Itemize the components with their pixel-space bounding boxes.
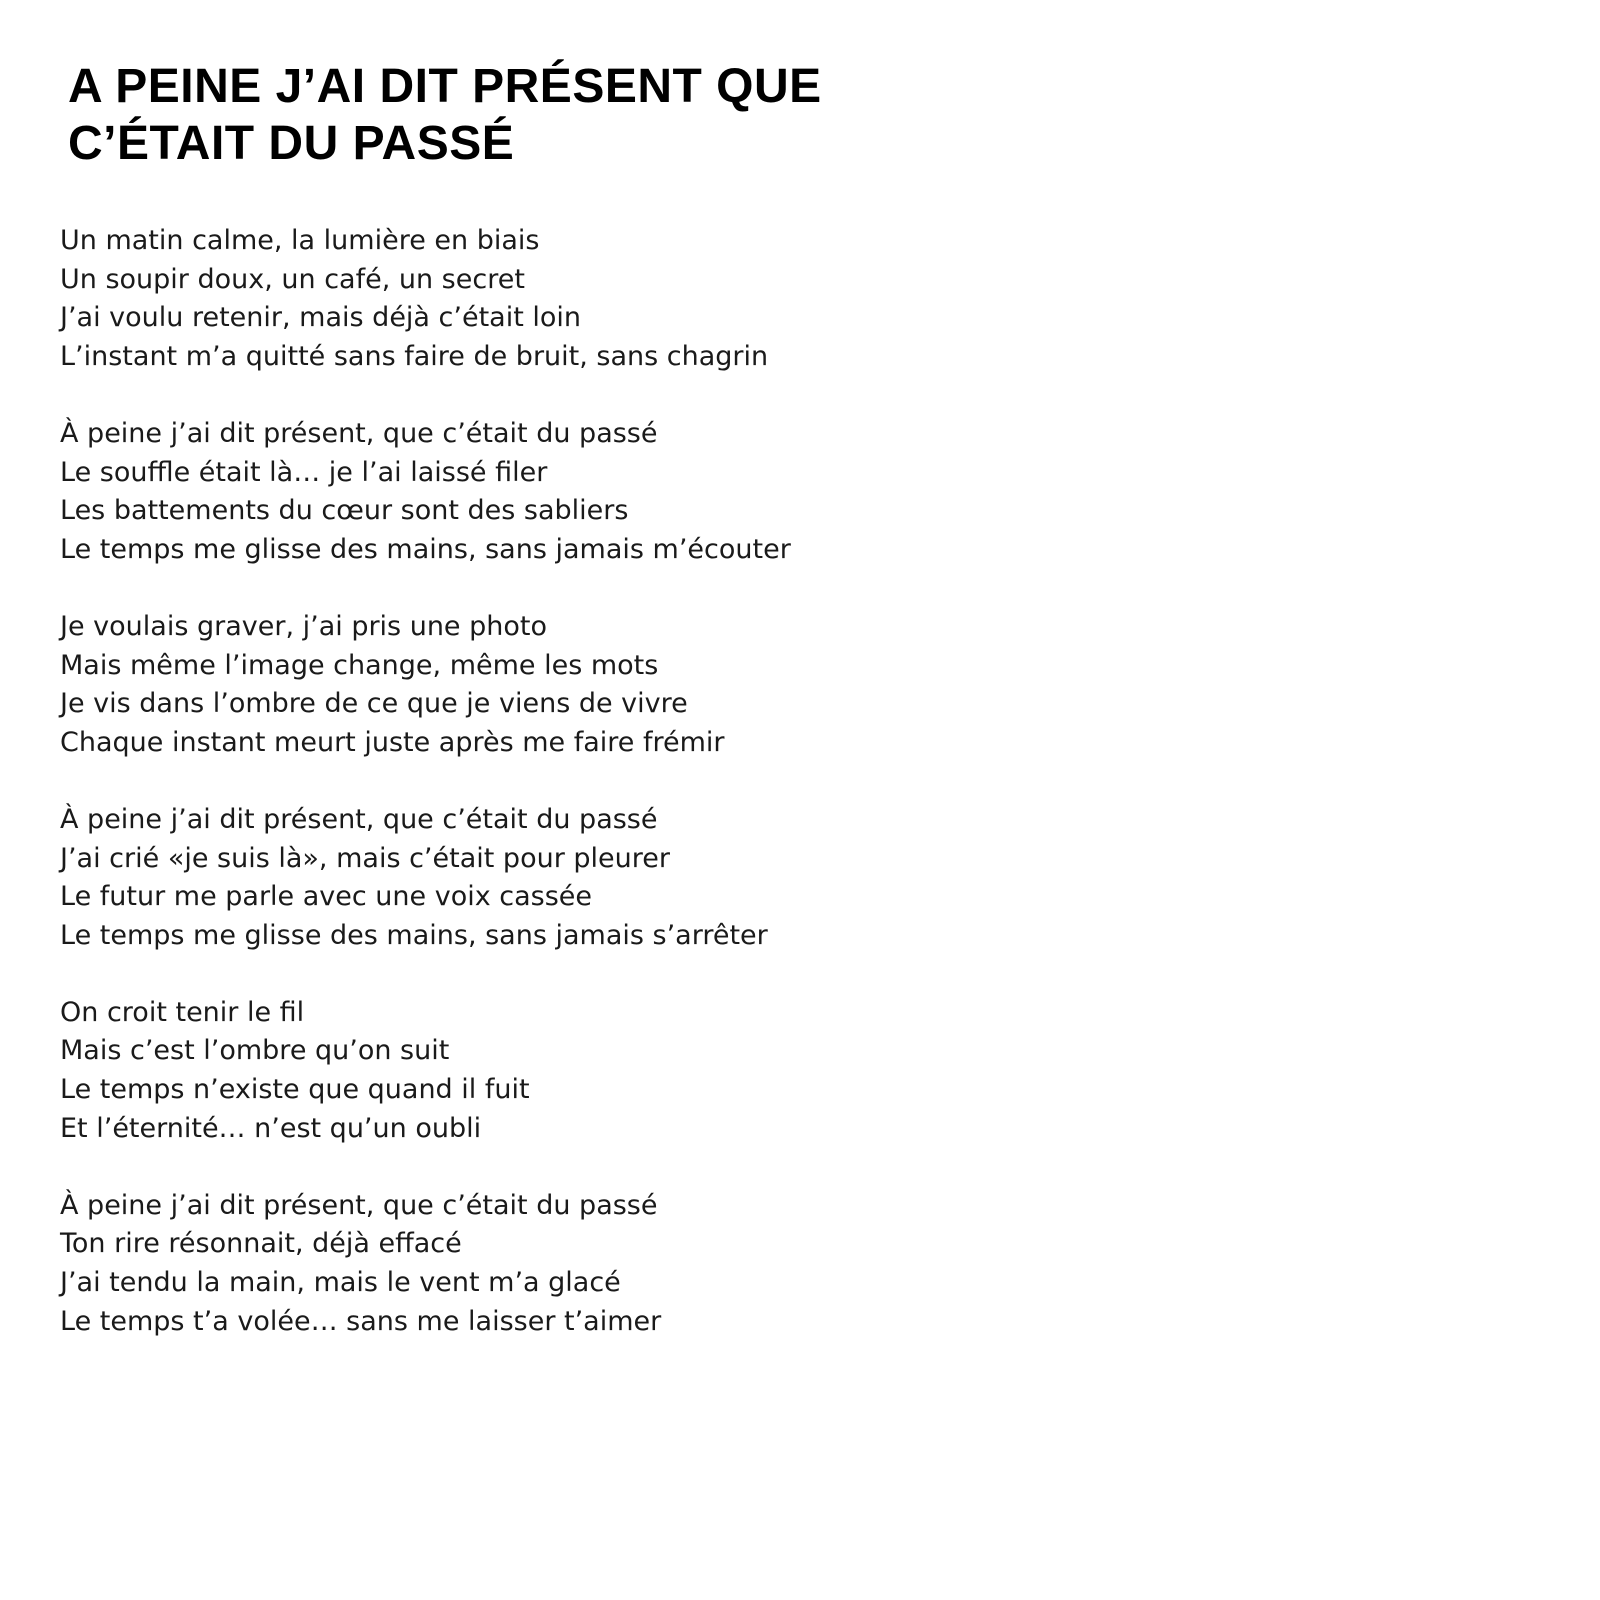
lyric-line: À peine j’ai dit présent, que c’était du passé [60,803,658,835]
song-title-line-1: A PEINE J’AI DIT PRÉSENT QUE [68,60,822,113]
lyric-line: Mais c’est l’ombre qu’on suit [60,1035,450,1067]
lyric-line: Le souffle était là… je l’ai laissé filer [60,456,548,488]
lyric-line: Et l’éternité… n’est qu’un oubli [60,1112,482,1144]
stanza-1 [60,222,1060,376]
stanza-3 [60,608,1060,762]
lyric-line: Un matin calme, la lumière en biais [60,225,540,256]
lyric-line: Je voulais graver, j’ai pris une photo [60,610,548,642]
lyric-line: L’instant m’a quitté sans faire de bruit, sans chagrin [60,340,769,372]
lyric-line: Le temps n’existe que quand il fuit [60,1074,530,1106]
lyric-line: Ton rire résonnait, déjà effacé [60,1228,462,1260]
lyric-line: Le temps t’a volée… sans me laisser t’aimer [60,1305,662,1337]
lyric-line: Chaque instant meurt juste après me faire frémir [60,726,725,758]
lyric-line: On croit tenir le fil [60,996,305,1028]
lyric-line: Le temps me glisse des mains, sans jamais m’écouter [60,533,791,565]
lyric-line: Je vis dans l’ombre de ce que je viens de vivre [60,688,688,720]
stanza-5-bridge [60,994,1060,1148]
song-title-line-2: C’ÉTAIT DU PASSÉ [68,117,515,170]
lyric-line: Le futur me parle avec une voix cassée [60,881,593,913]
lyric-line: J’ai crié «je suis là», mais c’était pour pleurer [60,842,670,874]
stanza-4-chorus [60,801,1060,955]
stanza-2-chorus [60,415,1060,569]
stanza-6-chorus [60,1187,1060,1341]
lyric-line: À peine j’ai dit présent, que c’était du passé [60,417,658,449]
lyric-line: J’ai tendu la main, mais le vent m’a glacé [60,1267,621,1299]
song-title [68,58,1068,172]
lyric-line: Un soupir doux, un café, un secret [60,263,525,295]
lyric-line: J’ai voulu retenir, mais déjà c’était loin [60,302,582,334]
lyric-line: Mais même l’image change, même les mots [60,649,659,681]
lyric-line: Le temps me glisse des mains, sans jamais s’arrêter [60,919,768,951]
lyric-line: À peine j’ai dit présent, que c’était du passé [60,1189,658,1221]
lyric-line: Les battements du cœur sont des sabliers [60,495,629,527]
lyrics-body [60,222,1060,1380]
